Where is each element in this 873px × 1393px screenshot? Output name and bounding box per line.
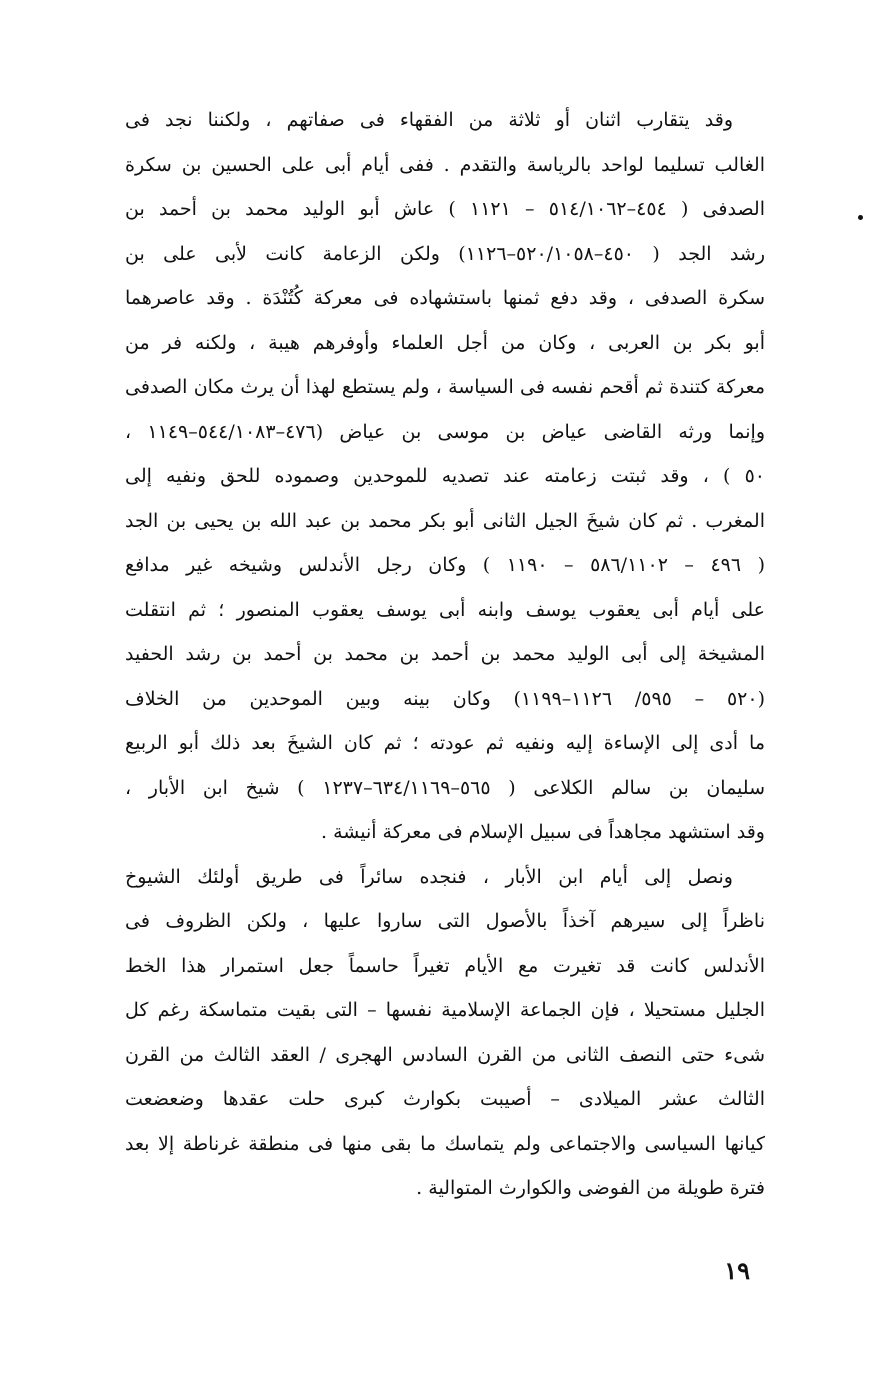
page-body-text xyxy=(125,98,765,1211)
text-line: الجليل مستحيلا ، فإن الجماعة الإسلامية نفسها – التى بقيت متماسكة رغم كل xyxy=(125,999,765,1021)
text-line: (٥٢٠ – ٥٩٥/ ١١٢٦–١١٩٩) وكان بينه وبين الموحدين من الخلاف xyxy=(125,687,765,710)
text-line: ناظراً إلى سيرهم آخذاً بالأصول التى ساروا عليها ، ولكن الظروف فى xyxy=(125,910,765,932)
text-line: فترة طويلة من الفوضى والكوارث المتوالية . xyxy=(416,1177,765,1199)
text-line: كيانها السياسى والاجتماعى ولم يتماسك ما بقى منها فى منطقة غرناطة إلا بعد xyxy=(125,1132,765,1155)
text-line: المغرب . ثم كان شيخَ الجيل الثانى أبو بكر محمد بن عبد الله بن يحيى بن الجد xyxy=(125,509,765,532)
text-line: المشيخة إلى أبى الوليد محمد بن أحمد بن محمد بن أحمد بن رشد الحفيد xyxy=(125,643,765,665)
text-line: سليمان بن سالم الكلاعى ( ٥٦٥–٦٣٤/١١٦٩–١٢٣٧ ) شيخ ابن الأبار ، xyxy=(125,776,765,799)
text-line: ما أدى إلى الإساءة إليه ونفيه ثم عودته ؛ ثم كان الشيخَ بعد ذلك أبو الربيع xyxy=(125,732,765,754)
text-line: ٥٠ ) ، وقد ثبتت زعامته عند تصديه للموحدين وصموده للحق ونفيه إلى xyxy=(125,465,765,487)
page-number: ١٩ xyxy=(724,1256,750,1285)
text-line: وقد استشهد مجاهداً فى سبيل الإسلام فى معركة أنيشة . xyxy=(321,821,765,843)
text-line: وإنما ورثه القاضى عياض بن موسى بن عياض (٤٧٦–٥٤٤/١٠٨٣–١١٤٩ ، xyxy=(125,420,765,443)
text-line: الأندلس كانت قد تغيرت مع الأيام تغيراً حاسماً جعل استمرار هذا الخط xyxy=(125,954,765,977)
text-line: ( ٤٩٦ – ٥٨٦/١١٠٢ – ١١٩٠ ) وكان رجل الأندلس وشيخه غير مدافع xyxy=(125,554,765,576)
text-line: ونصل إلى أيام ابن الأبار ، فنجده سائراً فى طريق أولئك الشيوخ xyxy=(125,865,733,888)
text-line: الغالب تسليما لواحد بالرياسة والتقدم . ففى أيام أبى على الحسين بن سكرة xyxy=(125,153,765,176)
text-line: وقد يتقارب اثنان أو ثلاثة من الفقهاء فى صفاتهم ، ولكننا نجد فى xyxy=(125,109,733,131)
margin-mark xyxy=(858,215,863,220)
text-line: سكرة الصدفى ، وقد دفع ثمنها باستشهاده فى معركة كُتُنْدَة . وقد عاصرهما xyxy=(125,287,765,309)
text-line: على أيام أبى يعقوب يوسف وابنه أبى يوسف يعقوب المنصور ؛ ثم انتقلت xyxy=(125,598,765,621)
text-line: معركة كتندة ثم أقحم نفسه فى السياسة ، ولم يستطع لهذا أن يرث مكان الصدفى xyxy=(125,376,765,398)
text-line: رشد الجد ( ٤٥٠–٥٢٠/١٠٥٨–١١٢٦) ولكن الزعامة كانت لأبى على بن xyxy=(125,242,765,265)
text-line: شىء حتى النصف الثانى من القرن السادس الهجرى / العقد الثالث من القرن xyxy=(125,1043,765,1066)
text-line: أبو بكر بن العربى ، وكان من أجل العلماء وأوفرهم هيبة ، ولكنه فر من xyxy=(125,331,765,354)
text-line: الثالث عشر الميلادى – أصيبت بكوارث كبرى حلت عقدها وضعضعت xyxy=(125,1088,765,1110)
text-line: الصدفى ( ٤٥٤–٥١٤/١٠٦٢ – ١١٢١ ) عاش أبو الوليد محمد بن أحمد بن xyxy=(125,198,765,220)
